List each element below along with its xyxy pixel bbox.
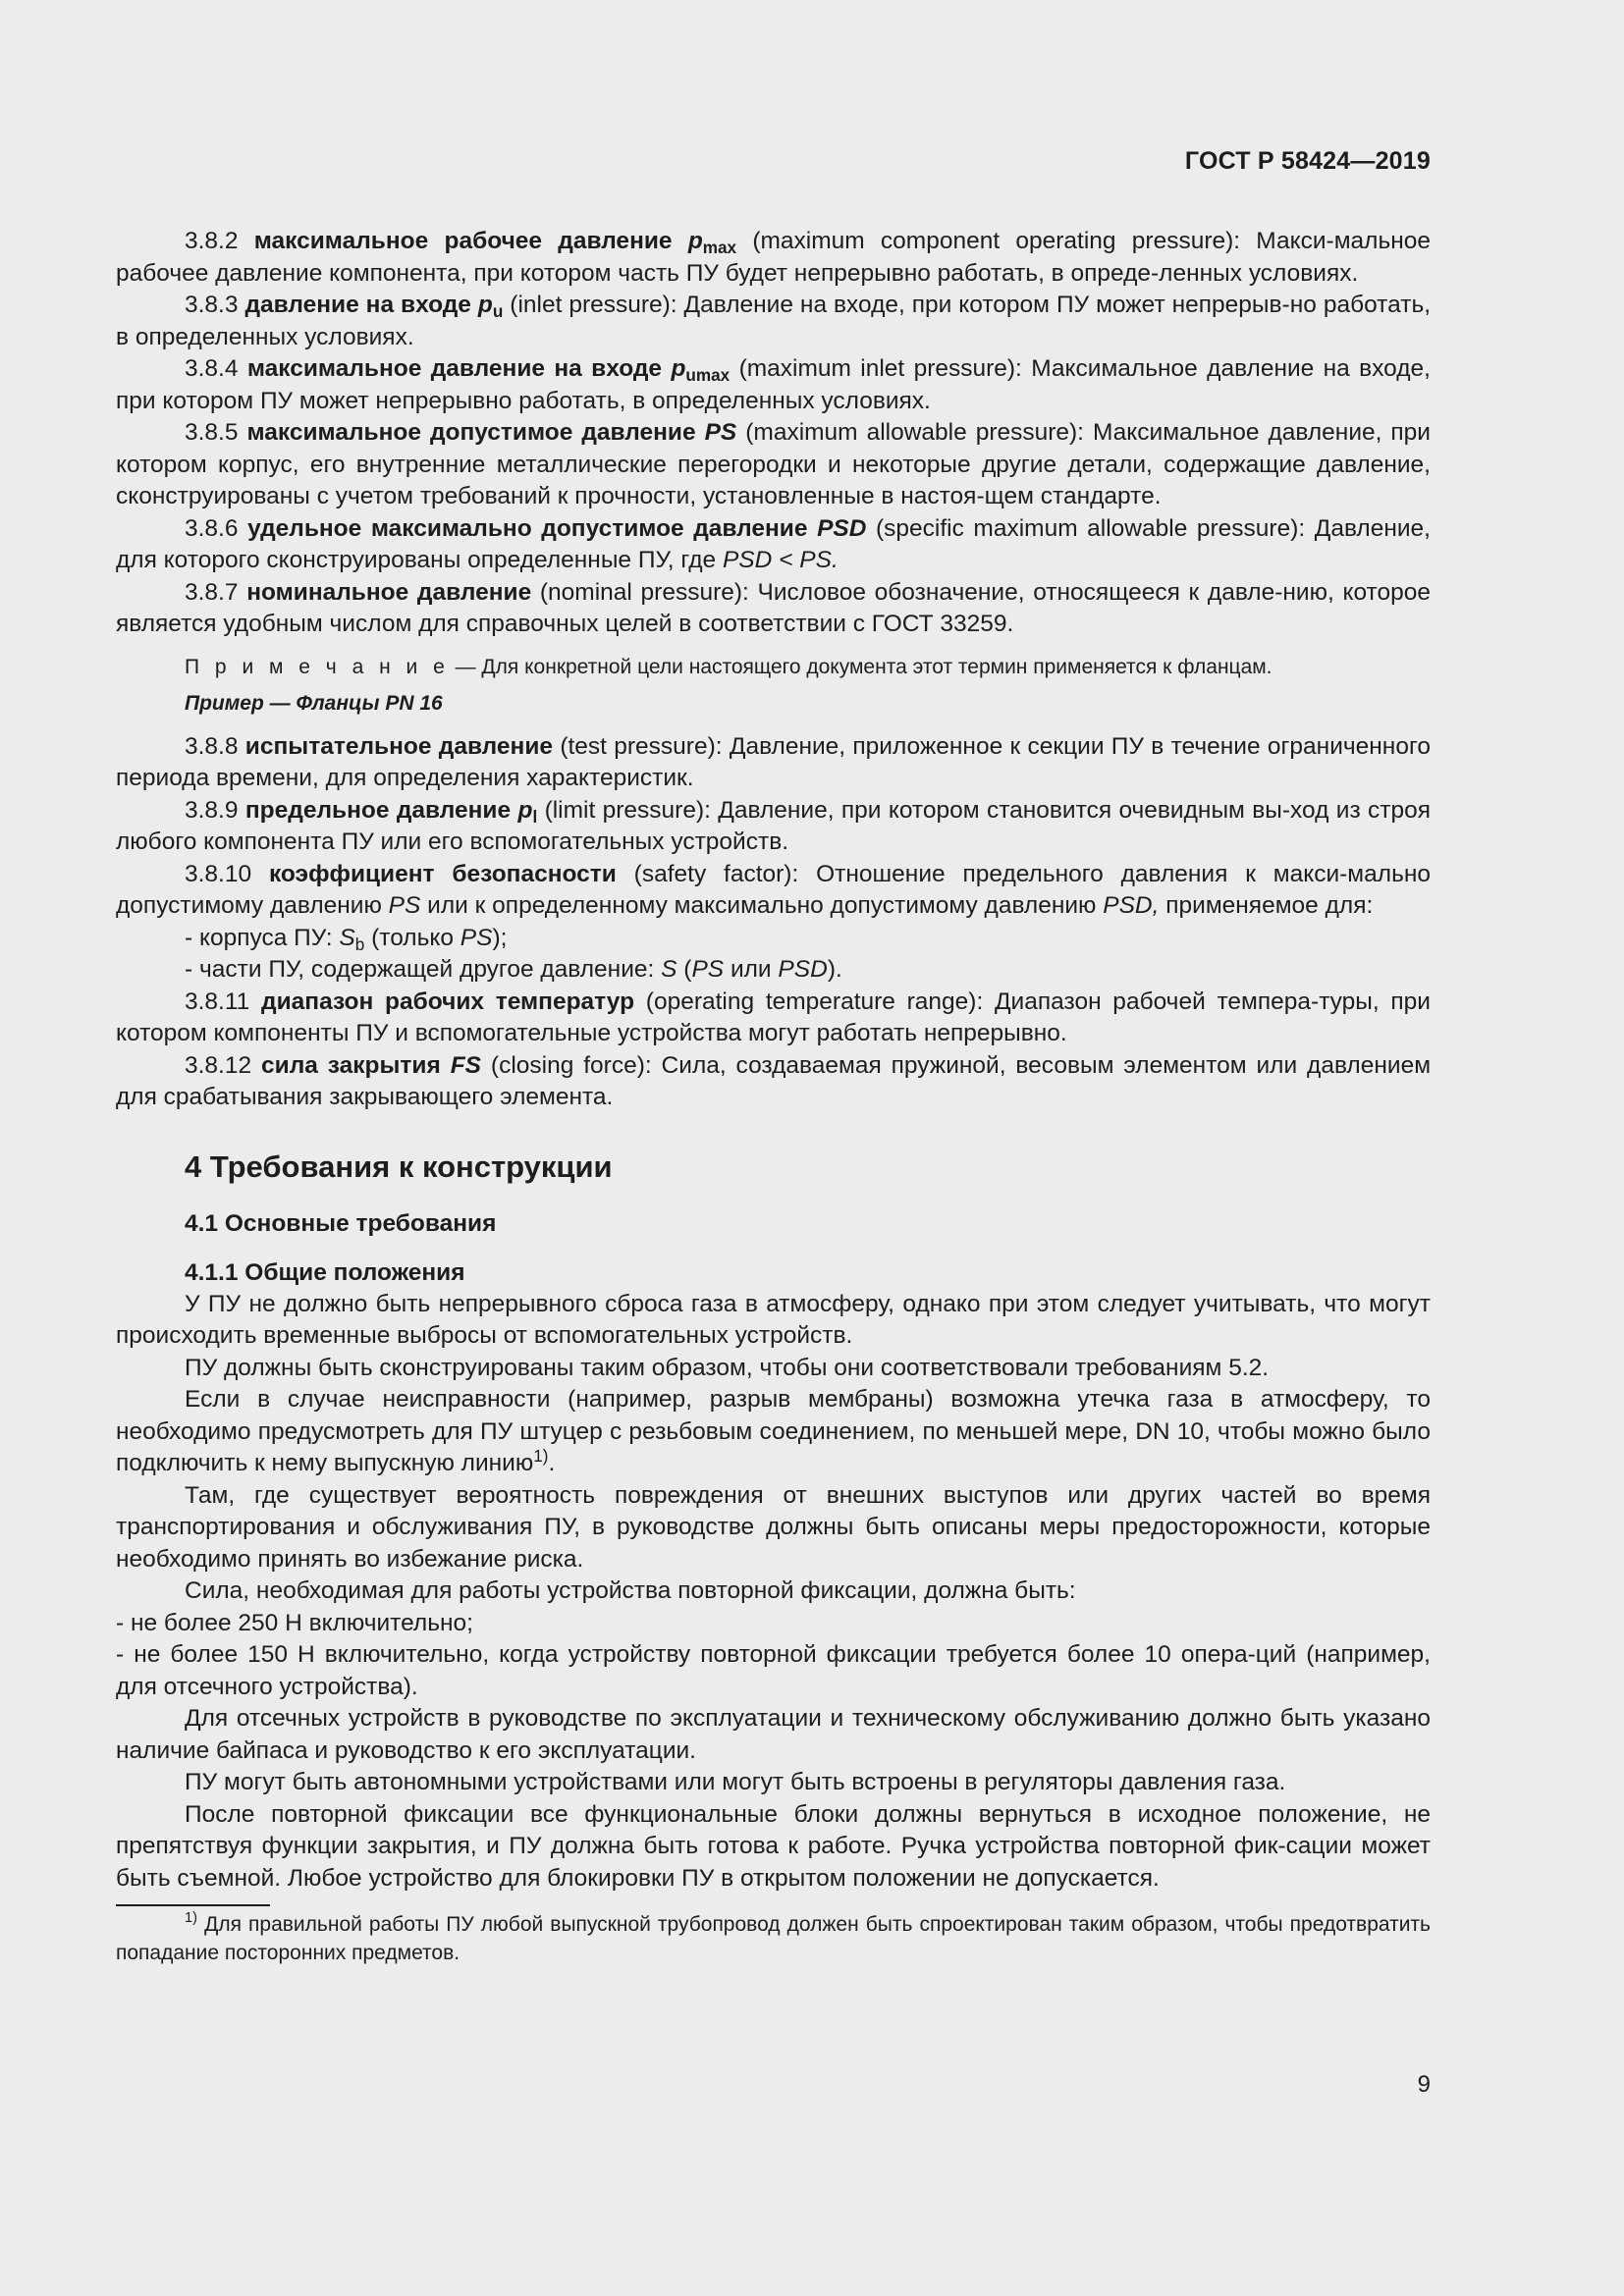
term-3-8-9: 3.8.9 предельное давление $p_l$ (limit pressure): Давление, при котором становится очевидным вы-ход из строя любого компонента ПУ или его вспомогательных устройств. (116, 796, 1432, 855)
document-code-header: ГОСТ Р 58424—2019 (1184, 147, 1431, 175)
footnote-divider (116, 1904, 270, 1906)
term-3-8-8: 3.8.8 испытательное давление (test pressure): Давление, приложенное к секции ПУ в течение ограниченного периода времени, для определения характеристик. (116, 732, 1431, 791)
term-3-8-2: 3.8.2 максимальное рабочее давление $p_{max}$ (maximum component operating pressure): Макси-мальное рабочее давление компонента, при котором часть ПУ будет непрерывно работать, в опреде-ленных условиях. (116, 228, 1432, 287)
paragraph: Там, где существует вероятность повреждения от внешних выступов или других частей во время транспортирования и обслуживания ПУ, в руководстве должны быть описаны меры предосторожности, которые необходимо принять во избежание риска. (116, 1481, 1431, 1573)
dash-item: - не более 150 Н включительно, когда устройству повторной фиксации требуется более 10 опера-ций (например, для отсечного устройства). (116, 1641, 1431, 1700)
paragraph: Сила, необходимая для работы устройства повторной фиксации, должна быть: (185, 1577, 1076, 1604)
subsubsection-heading: 4.1.1 Общие положения (185, 1258, 465, 1286)
note-text: — Для конкретной цели настоящего документа этот термин применяется к фланцам. (449, 655, 1272, 678)
paragraph: У ПУ не должно быть непрерывного сброса газа в атмосферу, однако при этом следует учитывать, что могут происходить временные выбросы от вспомогательных устройств. (116, 1290, 1431, 1349)
page-body (116, 226, 1431, 1967)
term-3-8-7: 3.8.7 номинальное давление (nominal pressure): Числовое обозначение, относящееся к давле-нию, которое является удобным числом для справочных целей в соответствии с ГОСТ 33259. (116, 578, 1431, 637)
dash-item: - не более 250 Н включительно; (116, 1609, 473, 1636)
footnote-ref[interactable]: 1) (533, 1446, 549, 1466)
footnote (116, 1910, 1431, 1967)
footnote-mark: 1) (185, 1910, 198, 1926)
list-item-housing: - корпуса ПУ: $S_b$ (только PS); (185, 924, 508, 954)
term-3-8-6: 3.8.6 удельное максимально допустимое давление PSD (specific maximum allowable pressure): Давление, для которого сконструированы определенные ПУ, где PSD < PS. (116, 514, 1431, 573)
note-label: П р и м е ч а н и е (185, 655, 450, 678)
note (185, 653, 1431, 682)
example: Пример — Фланцы PN 16 (185, 691, 443, 715)
section-heading: 4 Требования к конструкции (185, 1148, 613, 1184)
term-3-8-5: 3.8.5 максимальное допустимое давление PS (maximum allowable pressure): Максимальное давление, при котором корпус, его внутренние металлические перегородки и некоторые другие детали, содержащие давление, сконструированы с учетом требований к прочности, установленные в настоя-щем стандарте. (116, 419, 1431, 509)
paragraph: ПУ могут быть автономными устройствами или могут быть встроены в регуляторы давления газа. (185, 1769, 1286, 1795)
subsection-heading: 4.1 Основные требования (185, 1209, 497, 1237)
page-number: 9 (1417, 2071, 1431, 2098)
list-item-parts: - части ПУ, содержащей другое давление: S (PS или PSD). (185, 956, 842, 983)
term-3-8-4: 3.8.4 максимальное давление на входе $p_{umax}$ (maximum inlet pressure): Максимальное давление на входе, при котором ПУ может непрерывно работать, в определенных условиях. (116, 355, 1431, 414)
paragraph: После повторной фиксации все функциональные блоки должны вернуться в исходное положение, не препятствуя функции закрытия, и ПУ должна быть готова к работе. Ручка устройства повторной фик-сации может быть съемной. Любое устройство для блокировки ПУ в открытом положении не допускается. (116, 1800, 1431, 1892)
paragraph: Если в случае неисправности (например, разрыв мембраны) возможна утечка газа в атмосферу, то необходимо предусмотреть для ПУ штуцер с резьбовым соединением, по меньшей мере, DN 10, чтобы можно было подключить к нему выпускную линию$^{1)}$. (116, 1386, 1431, 1476)
paragraph: Для отсечных устройств в руководстве по эксплуатации и техническому обслуживанию должно быть указано наличие байпаса и руководство к его эксплуатации. (116, 1705, 1431, 1764)
terms-block-2 (116, 731, 1431, 1114)
term-3-8-10: 3.8.10 коэффициент безопасности (safety factor): Отношение предельного давления к макси-мально допустимому давлению PS или к определенному максимально допустимому давлению PSD, применяемое для: (116, 860, 1431, 919)
terms-block (116, 226, 1431, 641)
term-3-8-3: 3.8.3 давление на входе $p_u$ (inlet pressure): Давление на входе, при котором ПУ может непрерыв-но работать, в определенных условиях. (116, 292, 1432, 350)
term-3-8-12: 3.8.12 сила закрытия FS (closing force): Сила, создаваемая пружиной, весовым элементом или давлением для срабатывания закрывающего элемента. (116, 1051, 1432, 1110)
term-3-8-11: 3.8.11 диапазон рабочих температур (operating temperature range): Диапазон рабочей темпера-туры, при котором компоненты ПУ и вспомогательные устройства могут работать непрерывно. (116, 988, 1431, 1046)
section-body (116, 1289, 1431, 1896)
footnote-text: Для правильной работы ПУ любой выпускной трубопровод должен быть спроектирован таким образом, чтобы предотвратить попадание посторонних предметов. (116, 1913, 1431, 1964)
paragraph: ПУ должны быть сконструированы таким образом, чтобы они соответствовали требованиям 5.2. (185, 1354, 1270, 1381)
